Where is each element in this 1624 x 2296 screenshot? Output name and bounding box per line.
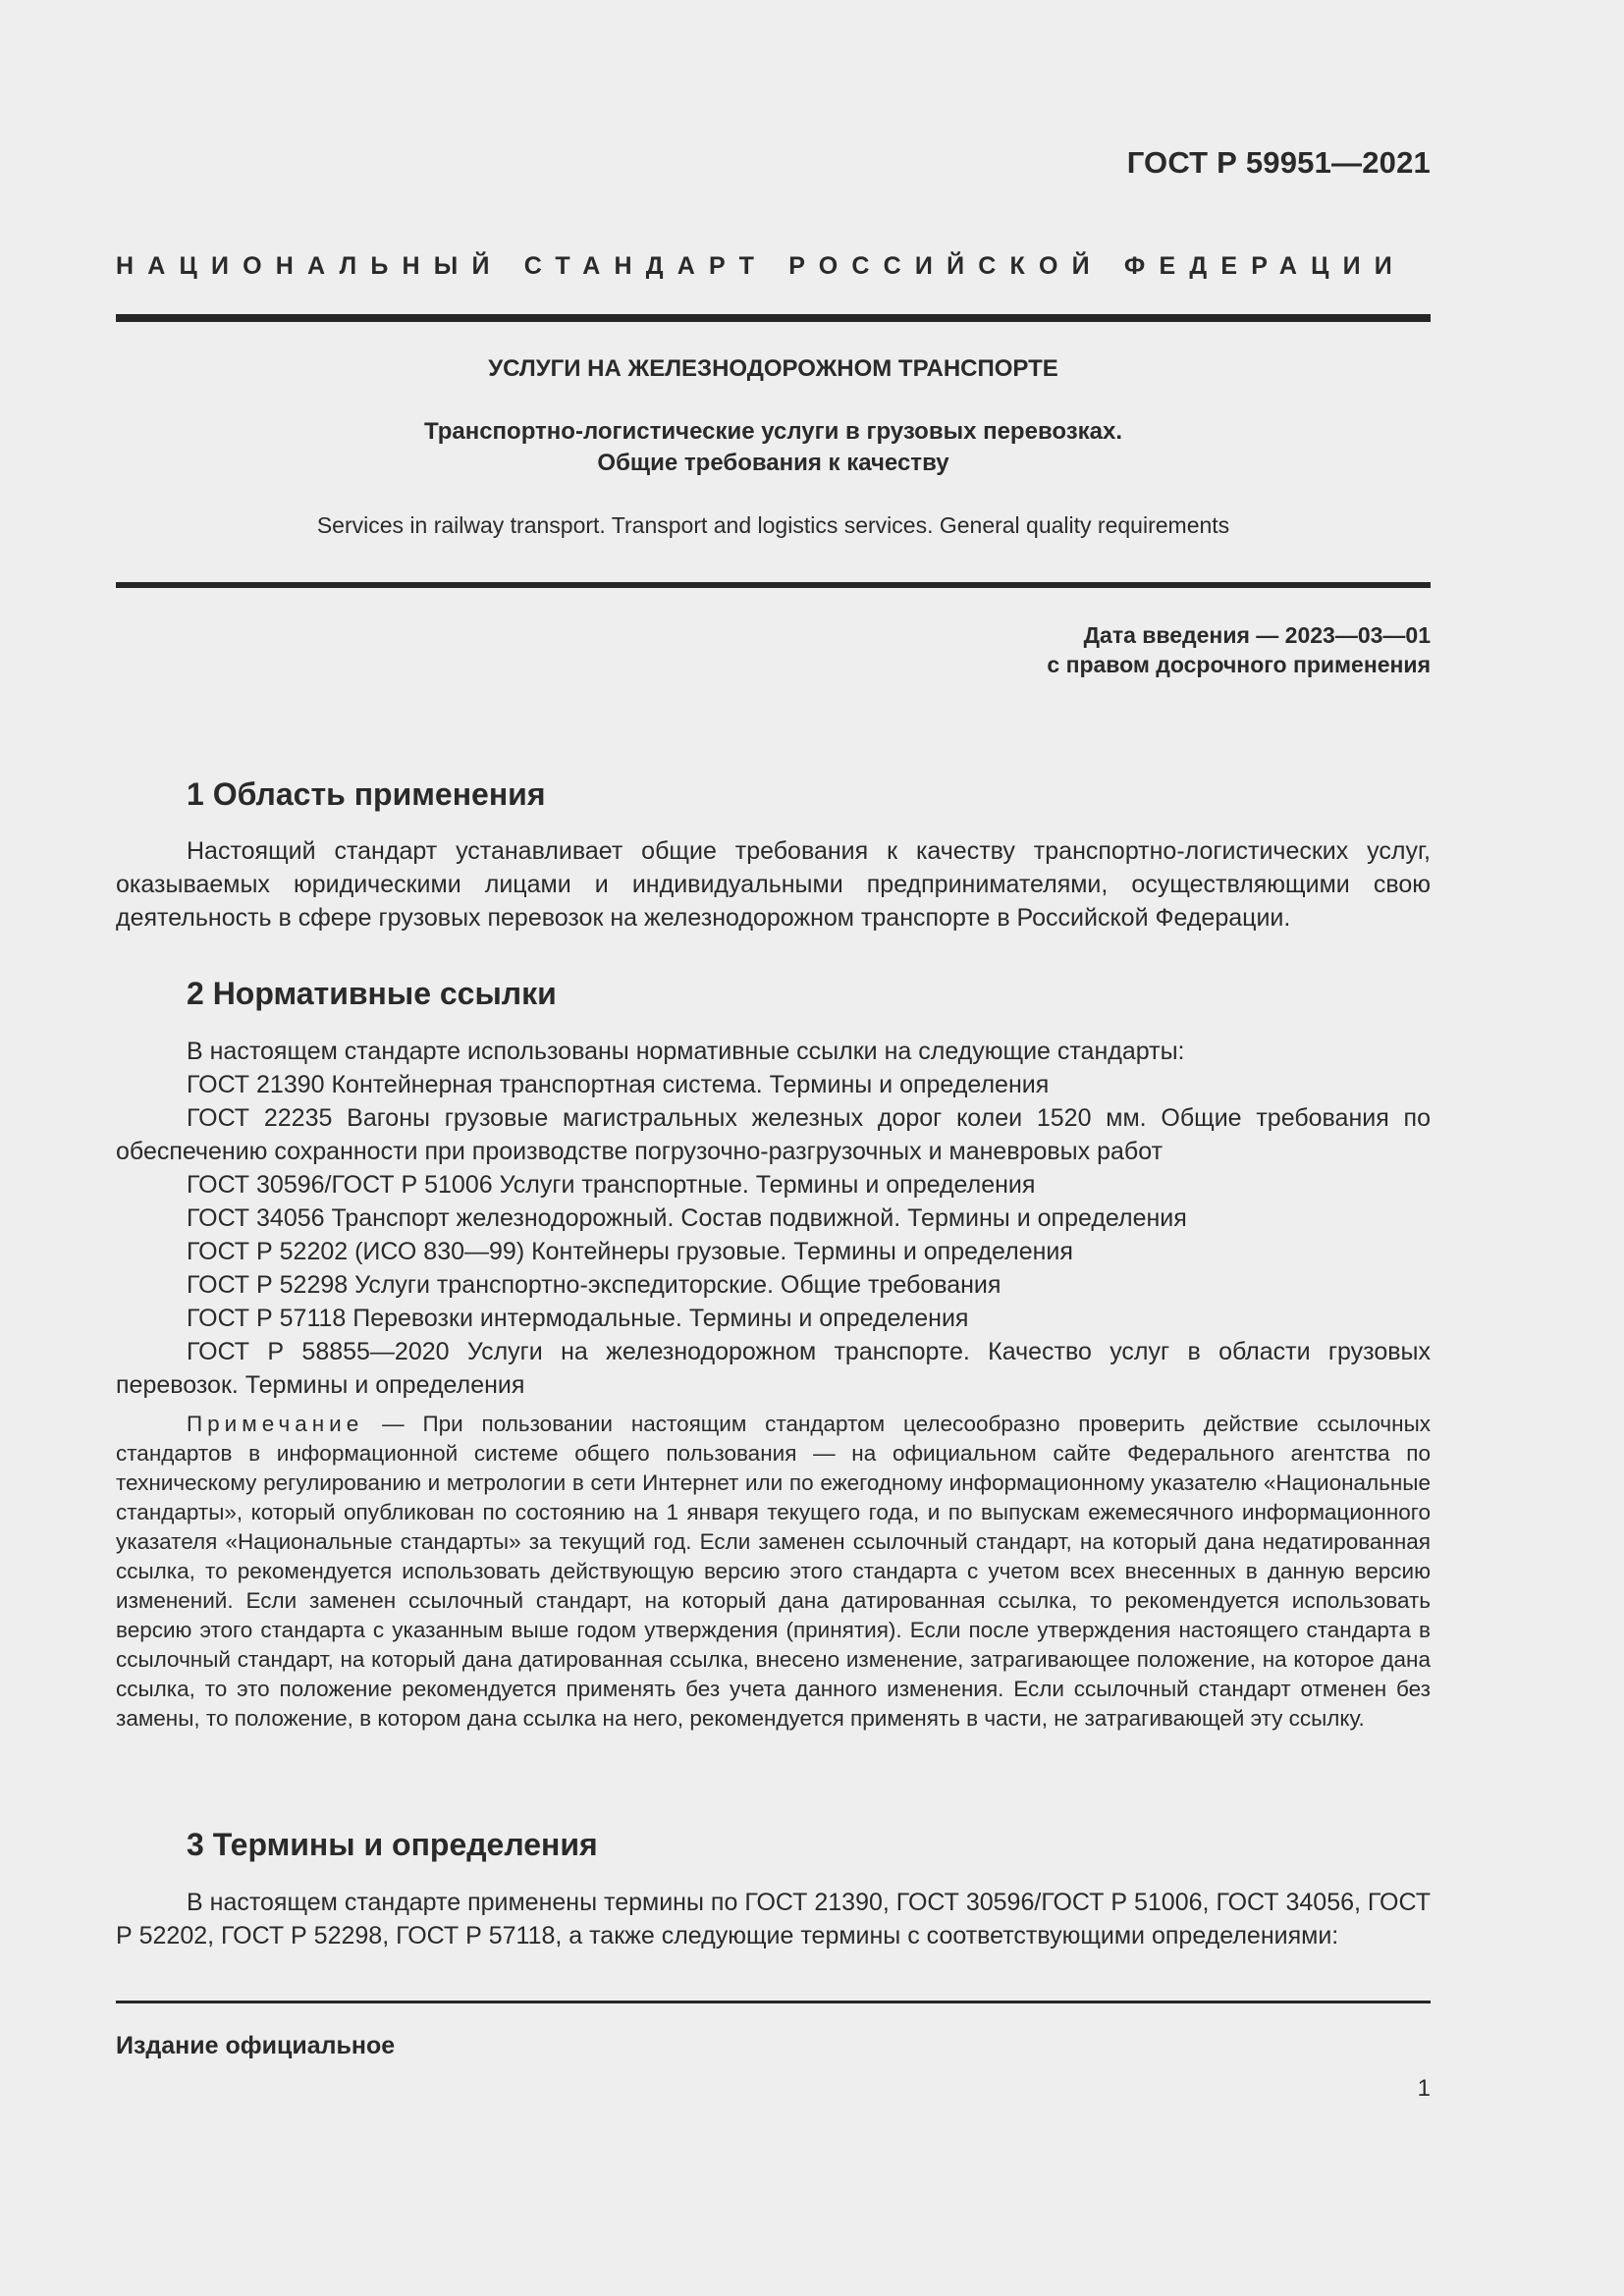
document-number: ГОСТ Р 59951—2021	[1126, 145, 1431, 180]
section-2-heading: 2 Нормативные ссылки	[187, 976, 557, 1011]
references-note	[116, 1410, 1431, 1734]
page-number: 1	[1417, 2075, 1431, 2102]
subtitle-line-2: Общие требования к качеству	[597, 450, 949, 476]
subtitle-line-1: Транспортно-логистические услуги в грузовых перевозках.	[423, 418, 1123, 445]
section-3-heading: 3 Термины и определения	[187, 1827, 598, 1862]
standard-subtitle	[116, 416, 1431, 479]
reference-item: ГОСТ Р 52202 (ИСО 830—99) Контейнеры грузовые. Термины и определения	[187, 1238, 1073, 1265]
footer-divider	[116, 2001, 1431, 2003]
reference-item: ГОСТ Р 58855—2020 Услуги на железнодорожном транспорте. Качество услуг в области грузовых перевозок. Термины и определения	[116, 1338, 1431, 1399]
introduction-date-block	[1047, 620, 1431, 679]
english-title: Services in railway transport. Transport and logistics services. General quality requirements	[316, 512, 1230, 538]
section-1-heading: 1 Область применения	[187, 776, 546, 812]
reference-item: ГОСТ 34056 Транспорт железнодорожный. Состав подвижной. Термины и определения	[187, 1204, 1187, 1232]
early-application-note: с правом досрочного применения	[1047, 652, 1431, 677]
introduction-date: Дата введения — 2023—03—01	[1083, 622, 1431, 648]
header-divider	[116, 314, 1431, 322]
reference-item: ГОСТ 22235 Вагоны грузовые магистральных железных дорог колеи 1520 мм. Общие требования по обеспечению сохранности при производстве погрузочно-разгрузочных и маневровых работ	[116, 1104, 1431, 1165]
standard-main-title: УСЛУГИ НА ЖЕЛЕЗНОДОРОЖНОМ ТРАНСПОРТЕ	[488, 355, 1058, 382]
section-1-text: Настоящий стандарт устанавливает общие требования к качеству транспортно-логистических услуг, оказываемых юридическими лицами и индивидуальными предпринимателями, осуществляющими свою деятельность в сфере грузовых перевозок на железнодорожном транспорте в Российской Федерации.	[116, 837, 1431, 932]
reference-item: ГОСТ 30596/ГОСТ Р 51006 Услуги транспортные. Термины и определения	[187, 1171, 1036, 1199]
reference-item: ГОСТ Р 52298 Услуги транспортно-экспедиторские. Общие требования	[187, 1271, 1001, 1299]
section-3-text: В настоящем стандарте применены термины по ГОСТ 21390, ГОСТ 30596/ГОСТ Р 51006, ГОСТ 34056, ГОСТ Р 52202, ГОСТ Р 52298, ГОСТ Р 57118, а также следующие термины с соответствующими определениями:	[116, 1889, 1431, 1949]
national-standard-title: НАЦИОНАЛЬНЫЙ СТАНДАРТ РОССИЙСКОЙ ФЕДЕРАЦИИ	[116, 252, 1406, 280]
reference-item: ГОСТ Р 57118 Перевозки интермодальные. Термины и определения	[187, 1305, 969, 1332]
title-divider	[116, 582, 1431, 588]
reference-item: ГОСТ 21390 Контейнерная транспортная система. Термины и определения	[187, 1071, 1050, 1098]
references-intro: В настоящем стандарте использованы нормативные ссылки на следующие стандарты:	[187, 1038, 1185, 1065]
document-page	[116, 0, 1431, 2296]
note-text: — При пользовании настоящим стандартом целесообразно проверить действие ссылочных стандартов в информационной системе общего пользования — на официальном сайте Федерального агентства по техническому регулированию и метрологии в сети Интернет или по ежегодному информационному указателю «Национальные стандарты», который опубликован по состоянию на 1 января текущего года, и по выпускам ежемесячного информационного указателя «Национальные стандарты» за текущий год. Если заменен ссылочный стандарт, на который дана недатированная ссылка, то рекомендуется использовать действующую версию этого стандарта с учетом всех внесенных в данную версию изменений. Если заменен ссылочный стандарт, на который дана датированная ссылка, то рекомендуется использовать версию этого стандарта с указанным выше годом утверждения (принятия). Если после утверждения настоящего стандарта в ссылочный стандарт, на который дана датированная ссылка, внесено изменение, затрагивающее положение, на которое дана ссылка, то это положение рекомендуется применять без учета данного изменения. Если ссылочный стандарт отменен без замены, то положение, в котором дана ссылка на него, рекомендуется применять в части, не затрагивающей эту ссылку.	[116, 1412, 1431, 1731]
normative-references-list	[116, 1035, 1431, 1402]
note-label: Примечание	[187, 1412, 364, 1436]
official-edition-label: Издание официальное	[116, 2032, 396, 2059]
